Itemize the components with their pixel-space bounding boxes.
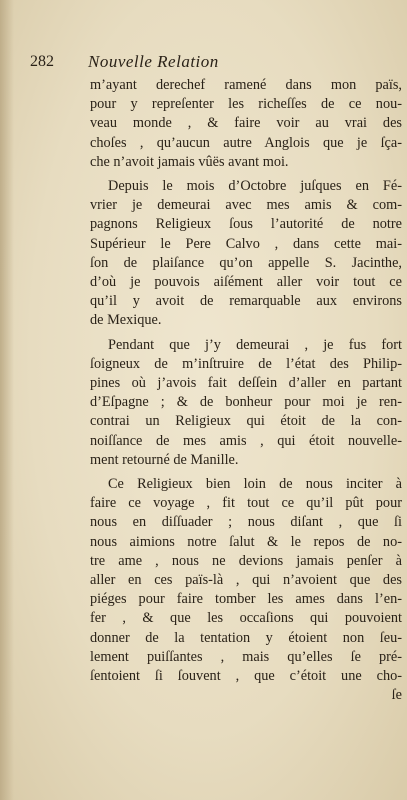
text-line: d’Eſpagne ; & de bonheur pour moi je ren- [90, 394, 402, 411]
text-line: ſoigneux de m’inſtruire de l’état des Philip- [90, 355, 402, 372]
text-line: che n’avoit jamais vûës avant moi. [90, 153, 289, 170]
text-line: Supérieur le Pere Calvo , dans cette mai- [90, 235, 402, 252]
text-line: de Mexique. [90, 312, 162, 329]
text-line: donner de la tentation y étoient non ſeu- [90, 629, 402, 646]
text-line: nous en diſſuader ; nous diſant , que ſi [90, 514, 402, 531]
running-title: Nouvelle Relation [88, 52, 219, 71]
page-number: 282 [30, 53, 54, 70]
text-line: ſentoient ſi ſouvent , que c’étoit une cho- [90, 668, 402, 685]
text-line: Pendant que j’y demeurai , je fus fort [108, 336, 402, 353]
text-line: pour y repreſenter les richeſſes de ce nou- [90, 96, 402, 113]
text-line: pines où j’avois fait deſſein d’aller en partant [90, 375, 402, 392]
text-line: nous aimions notre ſalut & le repos de no- [90, 533, 402, 550]
text-line: faire ce voyage , fit tout ce qu’il pût pour [90, 495, 402, 512]
text-line: aller en ces païs-là , qui n’avoient que des [90, 572, 402, 589]
text-line: ment retourné de Manille. [90, 451, 239, 468]
text-line: m’ayant derechef ramené dans mon païs, [90, 77, 402, 93]
text-line: piéges pour faire tomber les ames dans l’en- [90, 591, 402, 608]
text-line: Depuis le mois d’Octobre juſques en Fé- [108, 178, 402, 195]
text-line: choſes , qu’aucun autre Anglois que je ſça- [90, 134, 402, 151]
catchword: ſe [391, 687, 402, 704]
text-line: tre ame , nous ne devions jamais penſer à [90, 552, 402, 569]
text-line: qu’il y avoit de remarquable aux environs [90, 293, 402, 310]
text-line: noiſſance de mes amis , qui étoit nouvelle- [90, 432, 402, 449]
page-header [30, 50, 388, 74]
text-line: lement puiſſantes , mais qu’elles ſe pré- [90, 648, 402, 665]
text-line: d’où je pouvois aiſément aller voir tout ce [90, 274, 402, 291]
text-line: veau monde , & faire voir au vrai des [90, 115, 402, 132]
text-line: pagnons Religieux ſous l’autorité de notre [90, 216, 402, 233]
text-line: ſon de plaiſance qu’on appelle S. Jacinthe, [90, 254, 402, 271]
text-line: vrier je demeurai avec mes amis & com- [90, 197, 402, 214]
body-text [90, 76, 402, 706]
page-gutter-shadow [0, 0, 14, 800]
text-line: contrai un Religieux qui étoit de la con- [90, 413, 402, 430]
text-line: Ce Religieux bien loin de nous inciter à [108, 476, 402, 493]
text-line: fer , & que les occaſions qui pouvoient [90, 610, 402, 627]
